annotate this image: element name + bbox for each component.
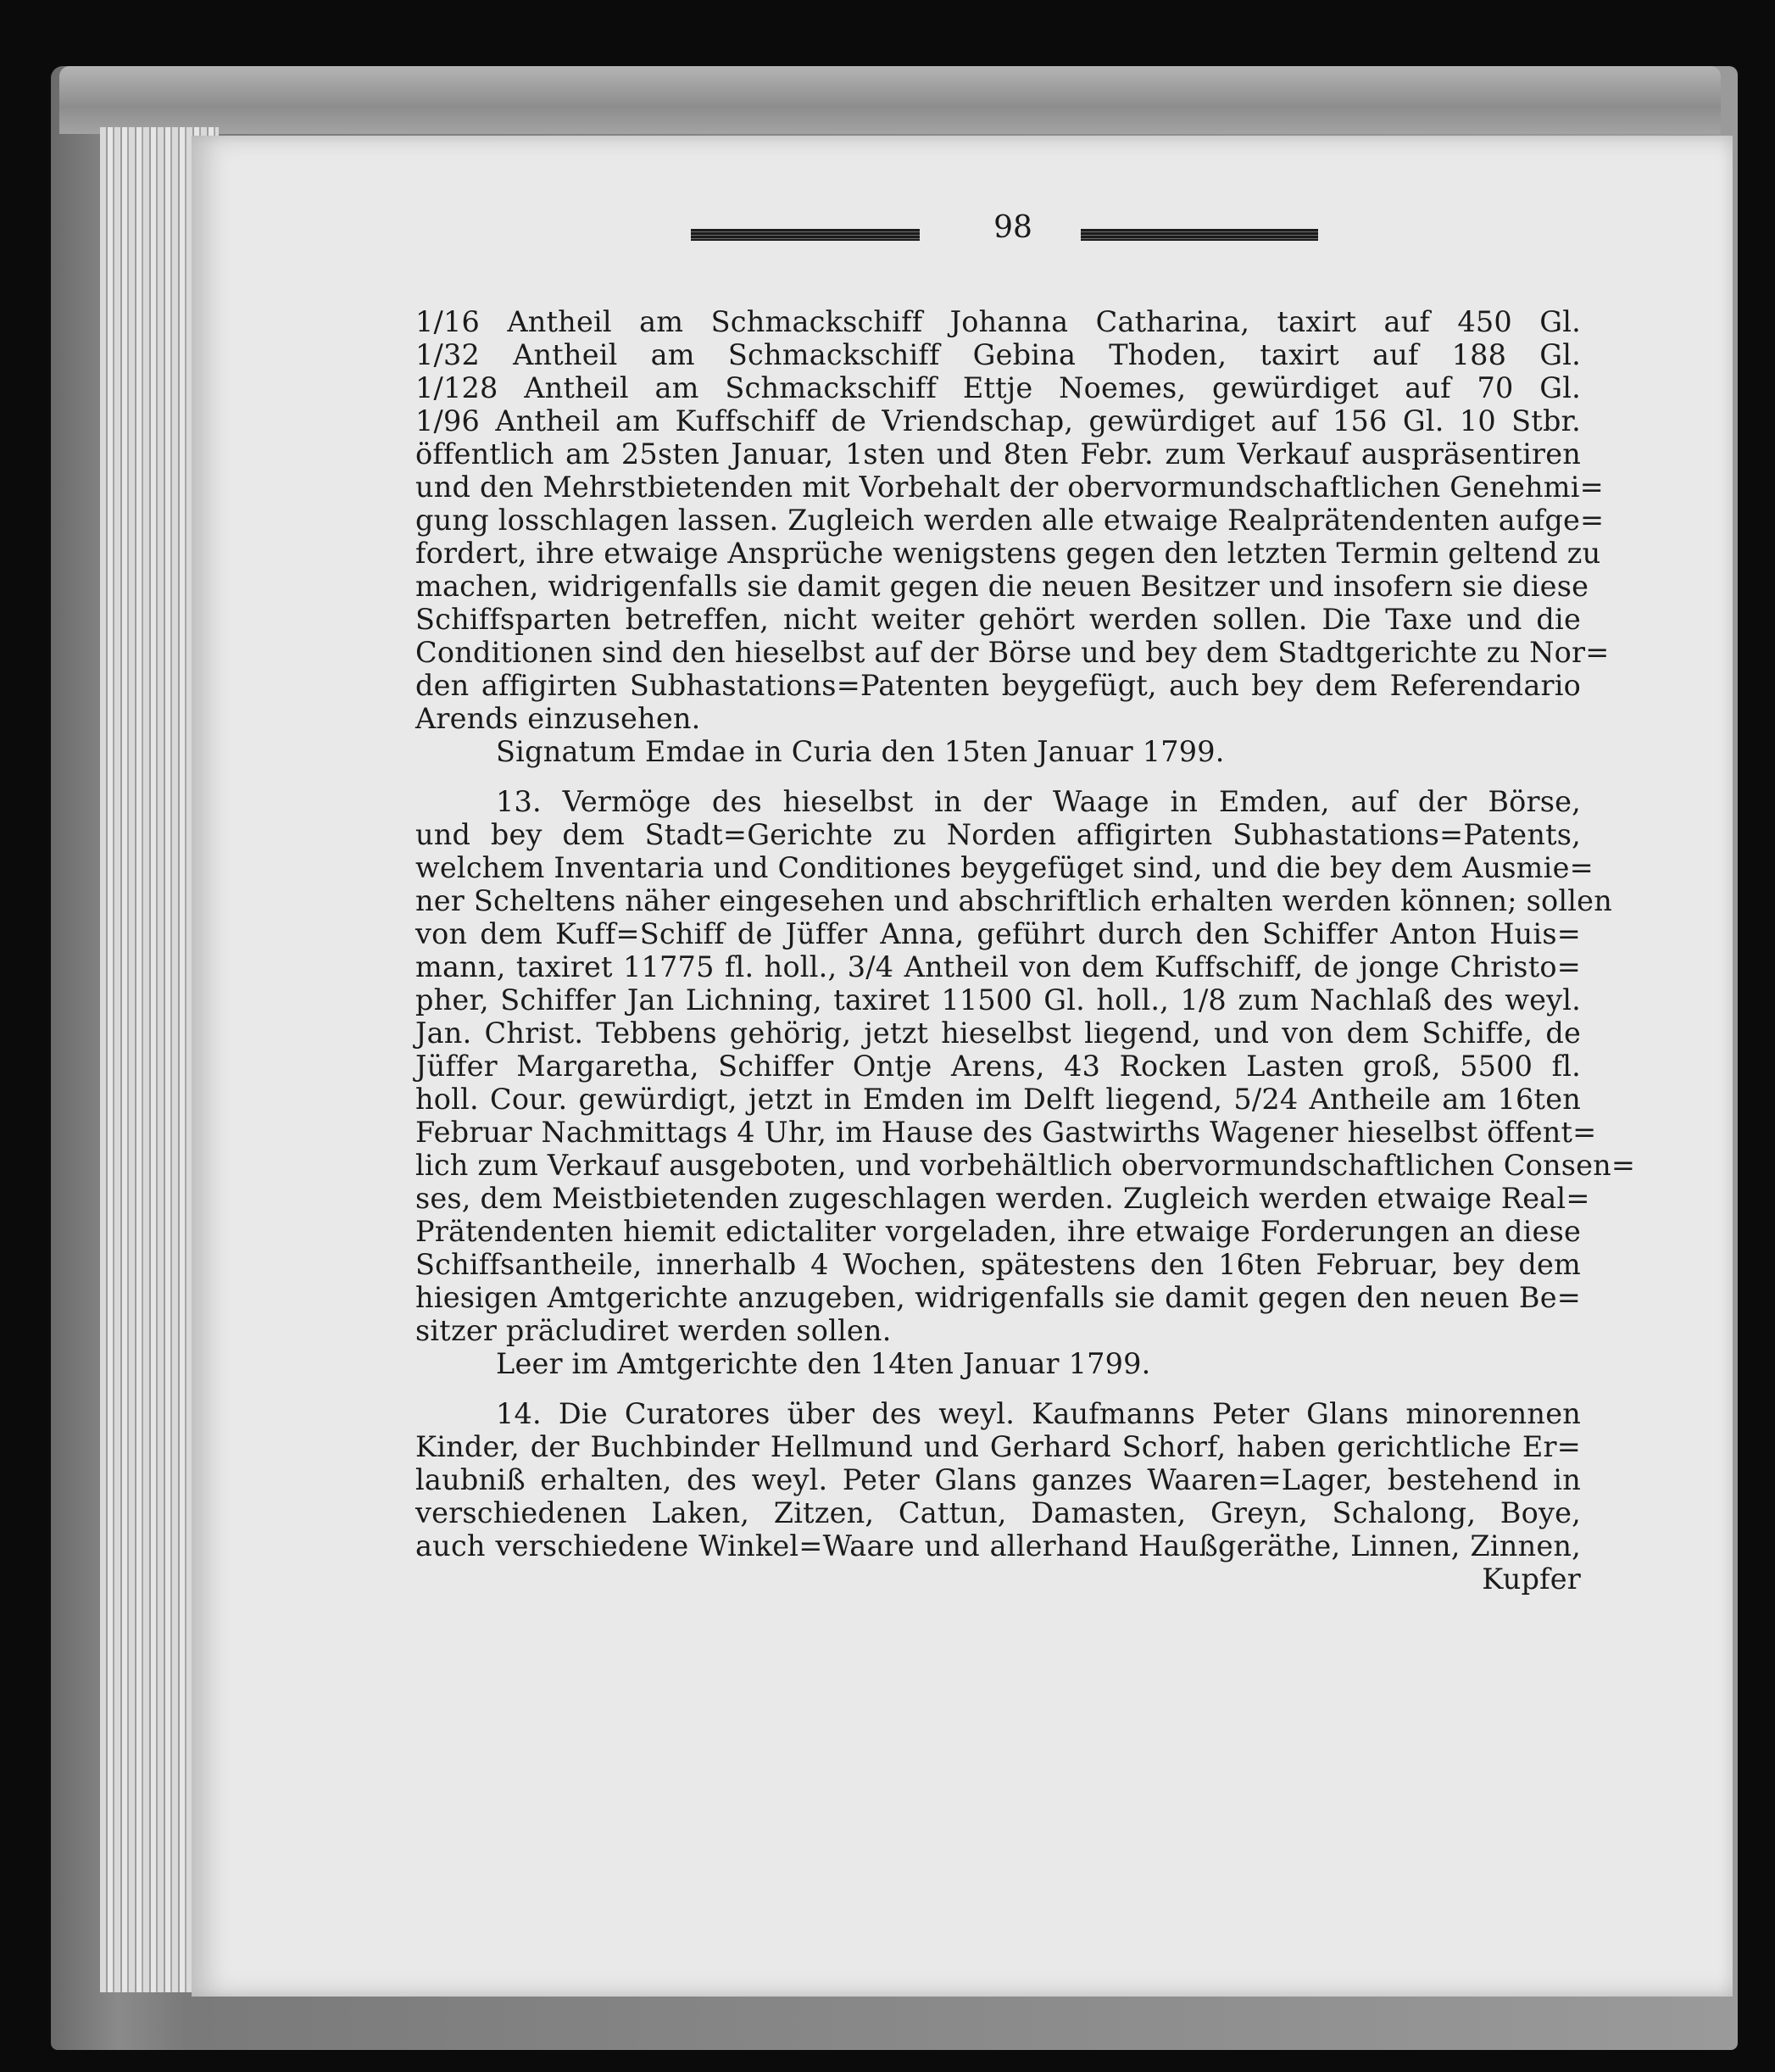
text-line: fordert, ihre etwaige Ansprüche wenigstens gegen den letzten Termin geltend zu — [415, 537, 1601, 570]
header-rule-right — [1081, 229, 1318, 241]
text-line: hiesigen Amtgerichte anzugeben, widrigenfalls sie damit gegen den neuen Be= — [415, 1281, 1581, 1314]
text-line: 1/96 Antheil am Kuffschiff de Vriendschap, gewürdiget auf 156 Gl. 10 Stbr. — [415, 404, 1581, 437]
text-line: auch verschiedene Winkel=Waare und allerhand Haußgeräthe, Linnen, Zinnen, — [415, 1529, 1581, 1562]
text-line: öffentlich am 25sten Januar, 1sten und 8ten Febr. zum Verkauf auspräsentiren — [415, 437, 1581, 471]
page-header — [691, 210, 1318, 261]
text-line: Schiffsantheile, innerhalb 4 Wochen, spätestens den 16ten Februar, bey dem — [415, 1248, 1581, 1281]
book-cover-top-edge — [59, 66, 1721, 134]
text-line: lich zum Verkauf ausgeboten, und vorbehältlich obervormundschaftlichen Consen= — [415, 1149, 1636, 1182]
text-line: verschiedenen Laken, Zitzen, Cattun, Damasten, Greyn, Schalong, Boye, — [415, 1496, 1581, 1529]
text-line: Conditionen sind den hieselbst auf der Börse und bey dem Stadtgerichte zu Nor= — [415, 636, 1610, 669]
text-line: mann, taxiret 11775 fl. holl., 3/4 Antheil von dem Kuffschiff, de jonge Christo= — [415, 950, 1581, 983]
text-line: sitzer präcludiret werden sollen. — [415, 1314, 892, 1347]
text-line: welchem Inventaria und Conditiones beygefüget sind, und die bey dem Ausmie= — [415, 851, 1594, 884]
text-line: holl. Cour. gewürdigt, jetzt in Emden im Delft liegend, 5/24 Antheile am 16ten — [415, 1083, 1581, 1116]
text-line: ses, dem Meistbietenden zugeschlagen werden. Zugleich werden etwaige Real= — [415, 1182, 1590, 1215]
page-text — [415, 305, 1636, 1596]
text-line: von dem Kuff=Schiff de Jüffer Anna, geführt durch den Schiffer Anton Huis= — [415, 917, 1581, 950]
header-rule-left — [691, 229, 920, 241]
text-line: laubniß erhalten, des weyl. Peter Glans ganzes Waaren=Lager, bestehend in — [415, 1463, 1581, 1496]
text-line: gung losschlagen lassen. Zugleich werden alle etwaige Realprätendenten aufge= — [415, 504, 1605, 537]
text-line: den affigirten Subhastations=Patenten beygefügt, auch bey dem Referendario — [415, 669, 1581, 702]
text-line: machen, widrigenfalls sie damit gegen die neuen Besitzer und insofern sie diese — [415, 570, 1589, 603]
text-line: Kinder, der Buchbinder Hellmund und Gerhard Schorf, haben gerichtliche Er= — [415, 1430, 1581, 1463]
text-line: und den Mehrstbietenden mit Vorbehalt der obervormundschaftlichen Genehmi= — [415, 471, 1604, 504]
text-line: Schiffsparten betreffen, nicht weiter gehört werden sollen. Die Taxe und die — [415, 603, 1581, 636]
text-line: 1/16 Antheil am Schmackschiff Johanna Catharina, taxirt auf 450 Gl. — [415, 305, 1581, 338]
text-line: Jan. Christ. Tebbens gehörig, jetzt hieselbst liegend, und von dem Schiffe, de — [415, 1017, 1581, 1050]
text-line: 1/32 Antheil am Schmackschiff Gebina Thoden, taxirt auf 188 Gl. — [415, 338, 1581, 371]
text-line: Februar Nachmittags 4 Uhr, im Hause des Gastwirths Wagener hieselbst öffent= — [415, 1116, 1597, 1149]
text-line: Prätendenten hiemit edictaliter vorgeladen, ihre etwaige Forderungen an diese — [415, 1215, 1581, 1248]
text-line: und bey dem Stadt=Gerichte zu Norden affigirten Subhastations=Patents, — [415, 818, 1581, 851]
text-line: Jüffer Margaretha, Schiffer Ontje Arens, 43 Rocken Lasten groß, 5500 fl. — [415, 1050, 1581, 1083]
page-number: 98 — [993, 210, 1032, 245]
text-line: Arends einzusehen. — [415, 702, 701, 735]
dateline: Signatum Emdae in Curia den 15ten Januar 1799. — [496, 735, 1225, 768]
text-line: 1/128 Antheil am Schmackschiff Ettje Noemes, gewürdiget auf 70 Gl. — [415, 371, 1581, 404]
text-line: pher, Schiffer Jan Lichning, taxiret 11500 Gl. holl., 1/8 zum Nachlaß des weyl. — [415, 983, 1581, 1017]
catchword: Kupfer — [1482, 1562, 1581, 1596]
text-line: ner Scheltens näher eingesehen und abschriftlich erhalten werden können; sollen — [415, 884, 1612, 917]
dateline: Leer im Amtgerichte den 14ten Januar 1799. — [496, 1347, 1151, 1380]
paragraph-start-line: 13. Vermöge des hieselbst in der Waage in Emden, auf der Börse, — [496, 785, 1581, 818]
paragraph-start-line: 14. Die Curatores über des weyl. Kaufmanns Peter Glans minorennen — [496, 1397, 1581, 1430]
